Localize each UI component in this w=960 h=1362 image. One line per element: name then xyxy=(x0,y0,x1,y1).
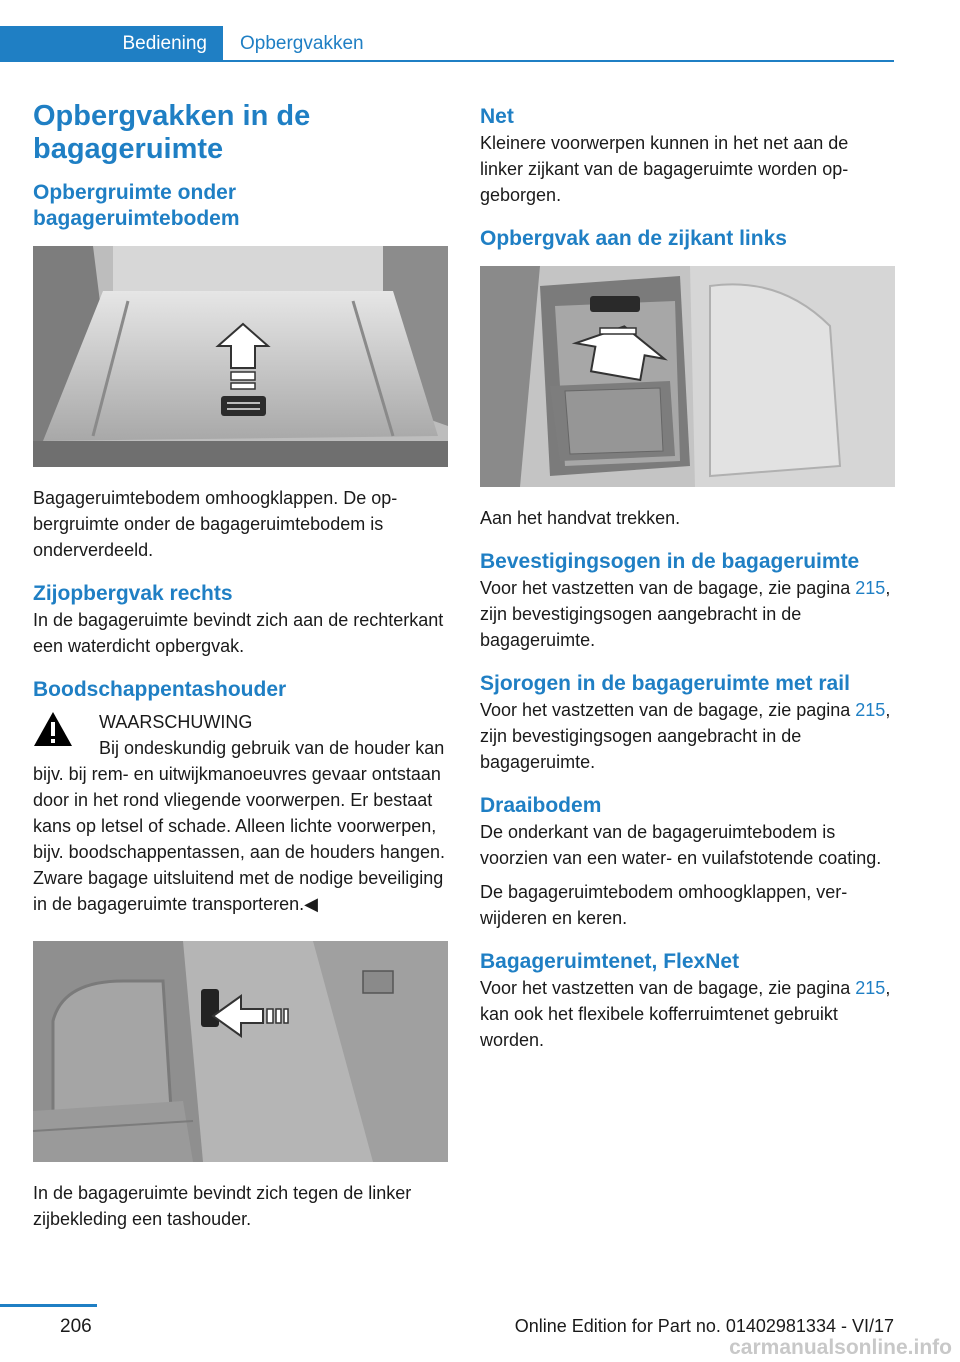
watermark: carmanualsonline.info xyxy=(729,1336,952,1359)
section-title-bag-holder: Boodschappentashouder xyxy=(33,678,287,701)
section-title-storage-under-floor: Opbergruimte onder bagageruimtebodem xyxy=(33,181,240,230)
eyes-text-a: Voor het vastzetten van de bagage, zie pagina xyxy=(480,578,856,598)
footer-divider xyxy=(0,1304,97,1307)
floor-text-2: De bagageruimtebodem omhoogklappen, verwijderen en keren. xyxy=(480,882,848,928)
section-title-net: Net xyxy=(480,105,514,128)
warning-block xyxy=(33,709,448,735)
net-text: Kleinere voorwerpen kunnen in het net aan de linker zijkant van de bagageruimte worden opgeborgen. xyxy=(480,133,849,205)
image-cargo-floor xyxy=(33,246,448,467)
flexnet-text-a: Voor het vastzetten van de bagage, zie pagina xyxy=(480,978,856,998)
page-title: Opbergvakken in de bagageruimte xyxy=(33,100,311,165)
tab-bediening[interactable] xyxy=(0,26,223,61)
section-title-right-compartment: Zijopbergvak rechts xyxy=(33,582,233,605)
tab-opbergvakken[interactable] xyxy=(240,26,364,61)
page-number: 206 xyxy=(60,1316,92,1337)
eyes-text-b: , zijn bevestigingsogen aangebracht in de bagageruimte. xyxy=(480,578,891,650)
left-column xyxy=(33,100,448,1232)
rail-page-link[interactable]: 215 xyxy=(855,700,886,720)
tab-bediening-label: Bediening xyxy=(122,32,207,54)
section-title-left-side-compartment: Opbergvak aan de zijkant links xyxy=(480,227,787,250)
warning-triangle-icon xyxy=(33,711,73,747)
image-side-compartment xyxy=(480,266,895,487)
floor-text-1: De onderkant van de bagageruimtebodem is voorzien van een water- en vuilafstotende coating. xyxy=(480,822,882,868)
flexnet-page-link[interactable]: 215 xyxy=(855,978,886,998)
rail-text-a: Voor het vastzetten van de bagage, zie pagina xyxy=(480,700,856,720)
section-title-floor: Draaibodem xyxy=(480,794,602,817)
section1-text: Bagageruimtebodem omhoogklappen. De opbergruimte onder de bagageruimtebodem is onderverdeeld. xyxy=(33,488,398,560)
rail-text xyxy=(480,697,896,775)
warning-text: Bij ondeskundig gebruik van de houder kan bijv. bij rem- en uitwijkmanoeuvres gevaar ontstaan door in het rond vliegende voorwerpen. Er bestaat kans op letsel of schade. Alleen lichte voorwerpen, bijv. boodschappentassen, aan de houders hangen. Zware bagage uitsluitend met de nodige beveiliging in de bagageruimte transporteren.◀ xyxy=(33,738,445,914)
section3-text: In de bagageruimte bevindt zich tegen de linker zijbekleding een tashouder. xyxy=(33,1183,412,1229)
tab-opbergvakken-label: Opbergvakken xyxy=(240,32,364,54)
flexnet-text xyxy=(480,975,896,1053)
section2-text: In de bagageruimte bevindt zich aan de rechterkant een waterdicht opbergvak. xyxy=(33,610,444,656)
side-text: Aan het handvat trekken. xyxy=(480,508,681,528)
eyes-page-link[interactable]: 215 xyxy=(855,578,886,598)
header-divider xyxy=(0,60,894,62)
rail-text-b: , zijn bevestigingsogen aangebracht in de bagageruimte. xyxy=(480,700,891,772)
right-column xyxy=(480,104,896,1053)
image-bag-holder xyxy=(33,941,448,1162)
warning-label: WAARSCHUWING xyxy=(99,712,253,732)
section-title-rail: Sjorogen in de bagageruimte met rail xyxy=(480,672,850,695)
eyes-text xyxy=(480,575,896,653)
flexnet-text-b: , kan ook het flexibele kofferruimtenet gebruikt worden. xyxy=(480,978,891,1050)
edition-note: Online Edition for Part no. 01402981334 - VI/17 xyxy=(514,1316,894,1336)
section-title-flexnet: Bagageruimtenet, FlexNet xyxy=(480,950,740,973)
section-title-eyes: Bevestigingsogen in de bagageruimte xyxy=(480,550,860,573)
